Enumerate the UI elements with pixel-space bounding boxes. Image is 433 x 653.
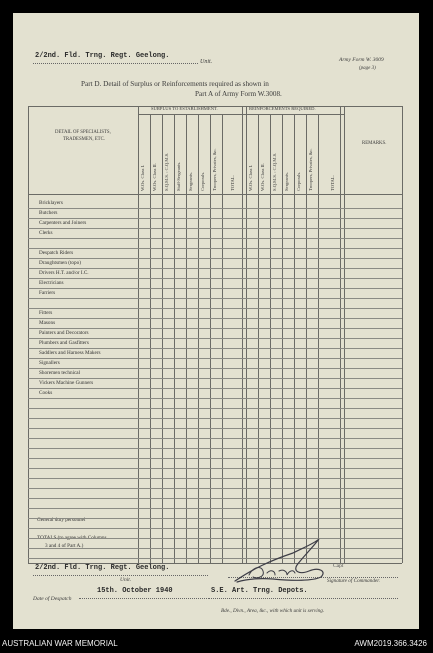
unit-typed: 2/2nd. Fld. Trng. Regt. Geelong. (35, 52, 170, 60)
totals-label-2: 3 and 4 of Part A.) (45, 543, 84, 549)
grid-row-line (28, 338, 402, 339)
row-label: Plumbers and Gasfitters (39, 340, 89, 346)
date-label: Date of Despatch (33, 596, 72, 602)
grid-row-line (28, 208, 402, 209)
grid-row-line (28, 228, 402, 229)
reinf-col-4: Sergeants. (284, 172, 289, 191)
detail-header-2: TRADESMEN, ETC. (63, 137, 105, 142)
grid-row-line (28, 388, 402, 389)
grid-row-line (28, 448, 402, 449)
surplus-col-5: Sergeants. (188, 172, 193, 191)
row-label: Carpenters and Joiners (39, 220, 87, 226)
row-label: Drivers H.T. and/or I.C. (39, 270, 89, 276)
footer-unit-underline (33, 575, 208, 576)
grid-row-line (28, 558, 402, 559)
page-ref: (page 3) (359, 66, 376, 71)
handwritten-signature (223, 535, 338, 585)
bottom-note: Bde., Divn., Area, &c., with which unit is serving. (221, 608, 325, 614)
grid-column-line (246, 106, 247, 563)
footer-unit-label: Unit. (120, 577, 132, 583)
grid-row-line (28, 378, 402, 379)
surplus-col-total: TOTAL. (230, 175, 235, 191)
depot-underline (208, 598, 398, 599)
unit-label: Unit. (200, 59, 213, 65)
footer-unit-typed: 2/2nd. Fld. Trng. Regt. Geelong. (35, 564, 170, 572)
row-label: Saddlers and Harness Makers (39, 350, 101, 356)
row-label: Vickers Machine Gunners (39, 380, 94, 386)
grid-row-line (28, 398, 402, 399)
grid-column-line (402, 106, 403, 563)
archive-label: AUSTRALIAN WAR MEMORIAL (2, 639, 118, 648)
reinf-col-3: S.Q.M.S. : C.Q.M.S. (272, 152, 277, 191)
row-label: Cooks (39, 390, 53, 396)
signature-label: Signature of Commander. (327, 578, 380, 584)
row-label: Farriers (39, 290, 56, 296)
grid-row-line (28, 518, 402, 519)
reinf-col-6: Troopers, Privates, &c. (308, 148, 313, 191)
row-label: Clerks (39, 230, 53, 236)
row-label: Butchers (39, 210, 58, 216)
grid-column-line (138, 106, 139, 563)
surplus-col-1: W.Os. Class I. (140, 164, 145, 191)
depot-typed: S.E. Art. Trng. Depots. (211, 587, 308, 595)
row-label: Painters and Decorators (39, 330, 89, 336)
row-label: Draughtsmen (topo) (39, 260, 81, 266)
grid-row-line (28, 488, 402, 489)
surplus-col-6: Corporals. (200, 171, 205, 191)
date-underline (79, 598, 209, 599)
grid-row-line (28, 278, 402, 279)
grid-row-line (28, 368, 402, 369)
grid-row-line (28, 218, 402, 219)
totals-label-1: TOTALS (to agree with Columns (37, 535, 107, 541)
grid-row-line (28, 498, 402, 499)
general-duty-label: General duty personnel (37, 517, 86, 523)
grid-row-line (28, 428, 402, 429)
document-page (13, 13, 419, 629)
grid-row-line (28, 308, 402, 309)
title-line-1: Part D. Detail of Surplus or Reinforcements required as shown in (81, 80, 269, 88)
grid-row-line (28, 318, 402, 319)
row-label: Signallers (39, 360, 60, 366)
remarks-header: REMARKS. (362, 141, 387, 146)
capt-text: Capt (333, 563, 344, 569)
surplus-col-7: Troopers, Privates, &c. (212, 148, 217, 191)
row-label: Fitters (39, 310, 53, 316)
grid-row-line (28, 468, 402, 469)
reinf-col-total: TOTAL. (330, 175, 335, 191)
detail-header-1: DETAIL OF SPECIALISTS, (55, 130, 111, 135)
title-line-2: Part A of Army Form W.3008. (195, 90, 282, 98)
grid-row-line (28, 328, 402, 329)
grid-column-line (344, 106, 345, 563)
surplus-col-3: S.Q.M.S. : C.Q.M.S. (164, 152, 169, 191)
grid-row-line (28, 358, 402, 359)
grid-column-line (242, 106, 243, 563)
grid-row-line (28, 418, 402, 419)
header-bottom-line (28, 194, 402, 195)
grid-row-line (28, 298, 402, 299)
surplus-header: SURPLUS TO ESTABLISHMENT. (151, 106, 218, 111)
unit-underline (33, 63, 198, 64)
grid-row-line (28, 408, 402, 409)
row-label: Shoremen technical (39, 370, 81, 376)
surplus-col-4: Staff-Sergeants. (176, 161, 181, 191)
date-typed: 15th. October 1940 (97, 587, 173, 595)
grid-row-line (28, 248, 402, 249)
grid-row-line (28, 528, 402, 529)
grid-row-line (28, 258, 402, 259)
row-label: Bricklayers (39, 200, 63, 206)
grid-row-line (28, 458, 402, 459)
grid-column-line (340, 106, 341, 563)
reinf-col-2: W.Os. Class II. (260, 163, 265, 191)
reinf-col-1: W.Os. Class I. (248, 164, 253, 191)
grid-row-line (28, 438, 402, 439)
grid-row-line (28, 508, 402, 509)
row-label: Despatch Riders (39, 250, 74, 256)
grid-row-line (28, 478, 402, 479)
row-label: Electricians (39, 280, 64, 286)
reinforcements-header: REINFORCEMENTS REQUIRED. (249, 106, 316, 111)
grid-column-line (28, 106, 29, 563)
reinf-col-5: Corporals. (296, 171, 301, 191)
group-header-line (138, 114, 344, 115)
grid-row-line (28, 348, 402, 349)
archive-reference: AWM2019.366.3426 (354, 639, 427, 648)
grid-row-line (28, 548, 402, 549)
surplus-col-2: W.Os. Class II. (152, 163, 157, 191)
grid-row-line (28, 238, 402, 239)
form-ref: Army Form W. 3009 (339, 57, 384, 63)
grid-row-line (28, 288, 402, 289)
grid-row-line (28, 268, 402, 269)
row-label: Masons (39, 320, 56, 326)
